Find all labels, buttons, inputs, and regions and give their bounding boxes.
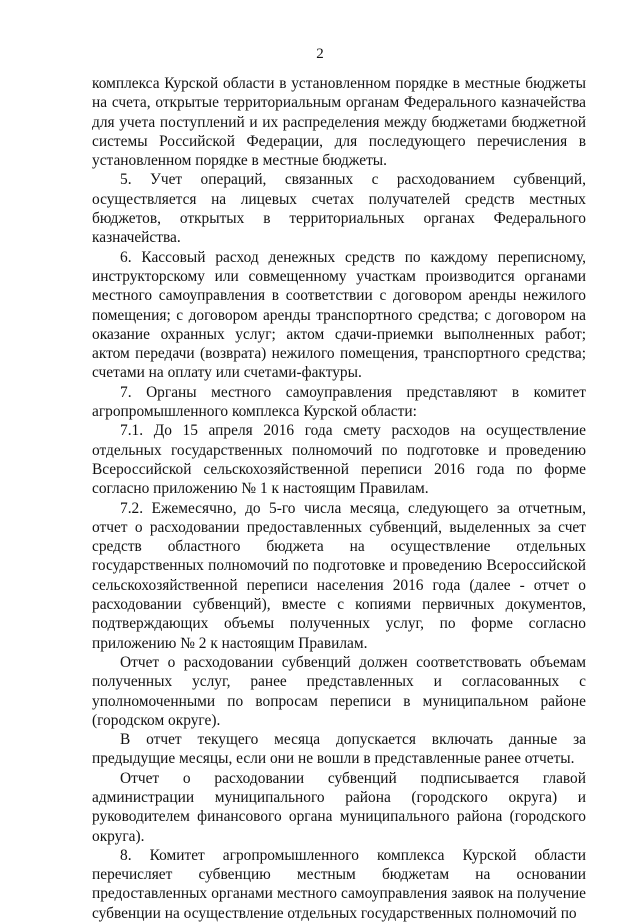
paragraph-6: 6. Кассовый расход денежных средств по каждому переписному, инструкторскому или совмещенному участкам производится органами местного самоуправления в соответствии с договором аренды нежилого помещения; с договором аренды транспортного средства; с договором на оказание охранных услуг; актом сдачи-приемки выполненных работ; актом передачи (возврата) нежилого помещения, транспортного средства; счетами на оплату или счетами-фактуры. [92,248,586,382]
document-body [92,74,586,923]
paragraph-5: 5. Учет операций, связанных с расходованием субвенций, осуществляется на лицевых счетах получателей средств местных бюджетов, открытых в территориальных органах Федерального казначейства. [92,171,586,247]
paragraph-7: 7. Органы местного самоуправления представляют в комитет агропромышленного комплекса Курской области: [92,383,586,421]
paragraph-7-2: 7.2. Ежемесячно, до 5-го числа месяца, следующего за отчетным, отчет о расходовании предоставленных субвенций, выделенных за счет средств областного бюджета на осуществление отдельных государственных полномочий по подготовке и проведению Всероссийской сельскохозяйственной переписи населения 2016 года (далее - отчет о расходовании субвенций), вместе с копиями первичных документов, подтверждающих объемы полученных услуг, по форме согласно приложению № 2 к настоящим Правилам. [92,499,586,652]
paragraph-7-1: 7.1. До 15 апреля 2016 года смету расходов на осуществление отдельных государственных полномочий по подготовке и проведению Всероссийской сельскохозяйственной переписи 2016 года по форме согласно приложению № 1 к настоящим Правилам. [92,422,586,498]
paragraph-continuation: комплекса Курской области в установленном порядке в местные бюджеты на счета, открытые территориальным органам Федерального казначейства для учета поступлений и их распределения между бюджетами бюджетной системы Российской Федерации, для последующего перечисления в установленном порядке в местные бюджеты. [92,75,586,170]
paragraph-previous-months: В отчет текущего месяца допускается включать данные за предыдущие месяцы, если они не вошли в представленные ранее отчеты. [92,731,586,768]
paragraph-report-signature: Отчет о расходовании субвенций подписывается главой администрации муниципального района (городского округа) и руководителем финансового органа муниципального района (городского округа). [92,769,586,845]
paragraph-8: 8. Комитет агропромышленного комплекса Курской области перечисляет субвенцию местным бюджетам на основании предоставленных органами местного самоуправления заявок на получение субвенции на осуществление отдельных государственных полномочий по [92,846,586,922]
page-number: 2 [316,46,324,62]
paragraph-report-requirements: Отчет о расходовании субвенций должен соответствовать объемам полученных услуг, ранее представленных и согласованных с уполномоченными по вопросам переписи в муниципальном районе (городском округе). [92,653,586,729]
